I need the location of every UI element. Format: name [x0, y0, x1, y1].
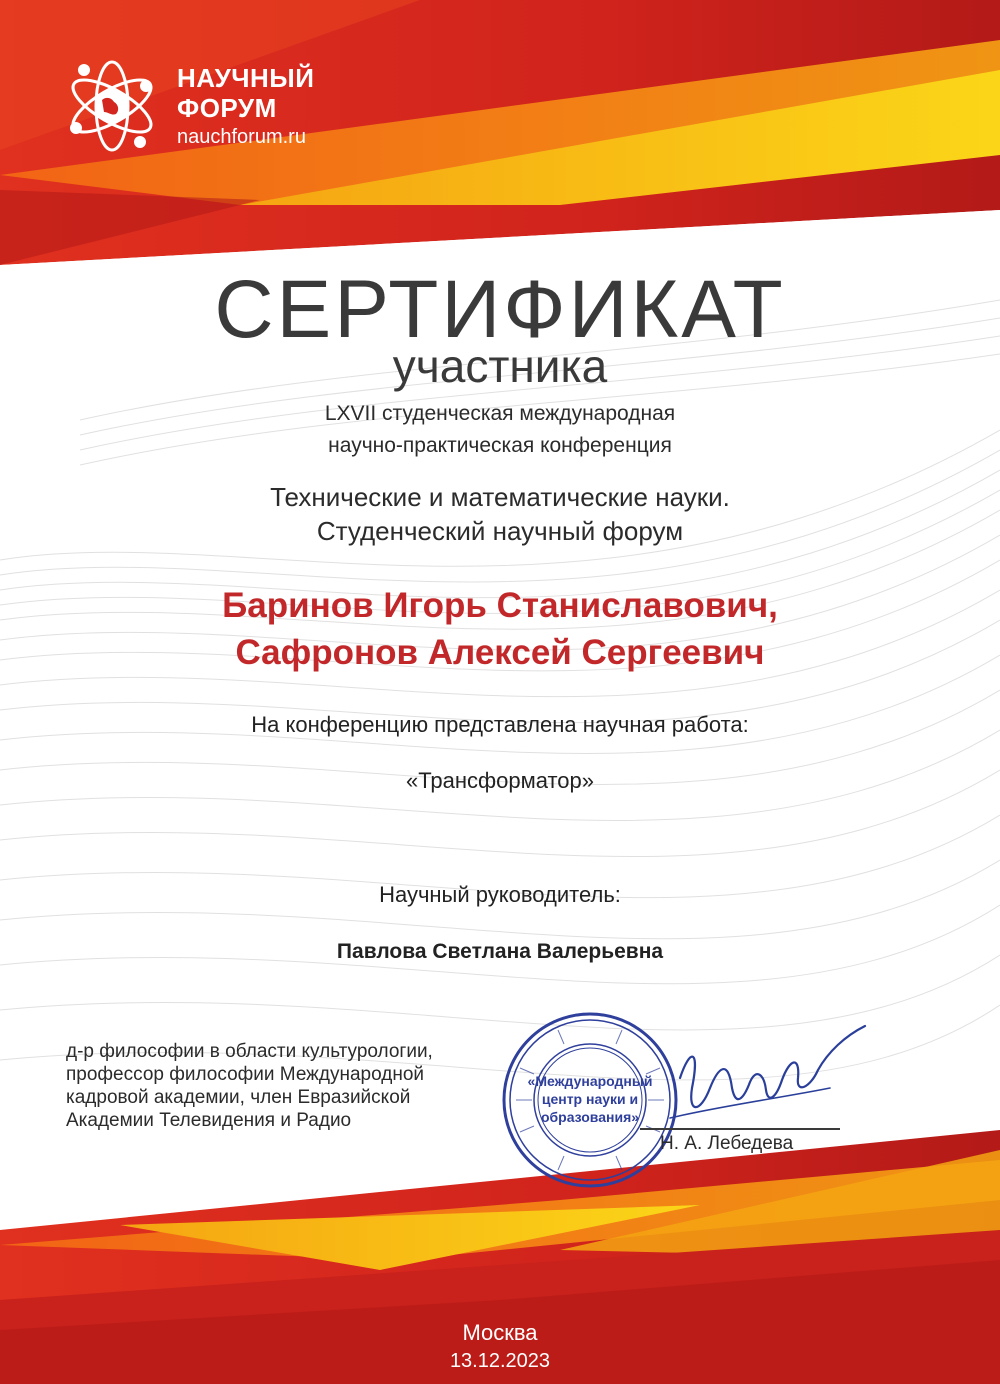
supervisor-name: Павлова Светлана Валерьевна — [336, 940, 664, 963]
footer-date: 13.12.2023 — [449, 1350, 551, 1372]
stamp-center-line2: центр науки и — [541, 1091, 639, 1107]
supervisor-credentials — [66, 1040, 506, 1132]
stamp-center-line3: образования» — [540, 1109, 640, 1125]
participant-name-2: Сафронов Алексей Сергеевич — [235, 633, 765, 672]
supervisor-label: Научный руководитель: — [379, 882, 621, 907]
work-intro: На конференцию представлена научная работа: — [251, 712, 749, 737]
section-line2: Студенческий научный форум — [316, 516, 684, 546]
signatory-name: Н. А. Лебедева — [660, 1133, 794, 1154]
nauchforum-logo — [62, 56, 362, 156]
atom-globe-icon — [62, 56, 162, 156]
signature-line — [640, 1128, 840, 1130]
certificate-subtitle: участника — [392, 340, 608, 392]
work-title: «Трансформатор» — [405, 768, 595, 793]
credentials-line4: Академии Телевидения и Радио — [66, 1110, 352, 1131]
certificate-title: СЕРТИФИКАТ — [214, 264, 786, 355]
logo-url: nauchforum.ru — [177, 126, 306, 148]
logo-text-line1: НАУЧНЫЙ — [177, 63, 315, 93]
participant-name-1: Баринов Игорь Станиславович, — [222, 586, 778, 625]
stamp-center-line1: «Международный — [527, 1073, 653, 1089]
credentials-line3: кадровой академии, член Евразийской — [66, 1087, 411, 1108]
footer-city: Москва — [462, 1320, 538, 1345]
conference-line2: научно-практическая конференция — [328, 434, 672, 457]
section-line1: Технические и математические науки. — [270, 482, 730, 512]
credentials-line2: профессор философии Международной — [66, 1064, 425, 1085]
signature — [640, 1018, 880, 1138]
conference-line1: LXVII студенческая международная — [324, 402, 676, 425]
credentials-line1: д-р философии в области культурологии, — [66, 1041, 433, 1062]
logo-text-line2: ФОРУМ — [177, 93, 277, 123]
